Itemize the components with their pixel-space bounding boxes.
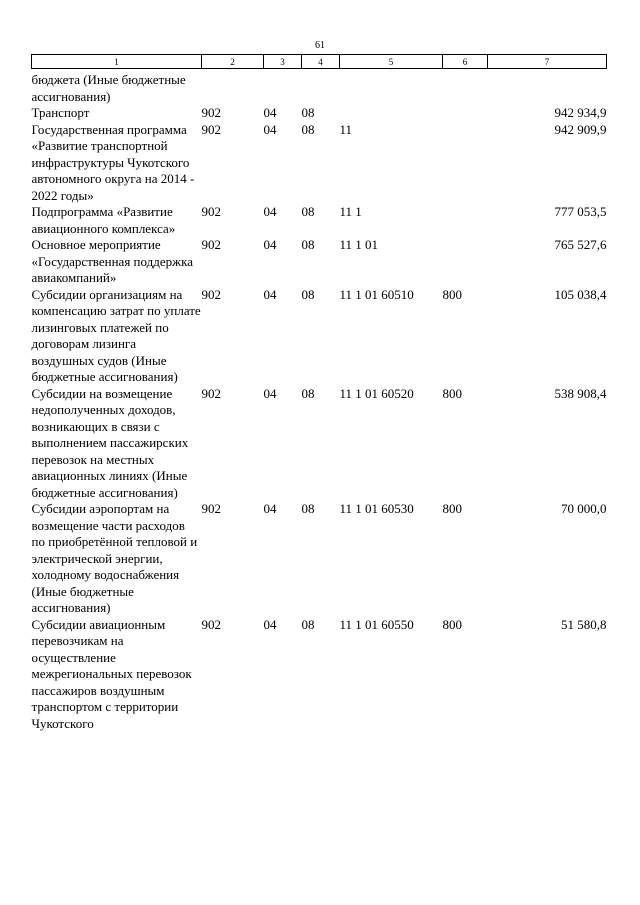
row-section: 04	[263, 237, 277, 252]
header-col-3: 3	[264, 55, 302, 69]
row-ministry-code: 902	[201, 105, 221, 120]
row-section: 04	[263, 204, 277, 219]
row-target-article: 11 1	[339, 204, 362, 219]
row-subsection	[302, 69, 340, 106]
table-row	[32, 237, 607, 287]
row-subsection: 08	[301, 501, 315, 516]
row-amount: 538 908,4	[554, 385, 607, 401]
row-amount: 51 580,8	[561, 616, 607, 632]
row-section: 04	[263, 121, 277, 137]
row-ministry-code: 902	[201, 385, 221, 401]
row-expense-type: 800	[442, 616, 462, 632]
row-target-article: 11 1 01 60550	[339, 616, 414, 632]
page-number: 61	[315, 40, 325, 51]
header-col-5: 5	[340, 55, 443, 69]
header-col-2: 2	[202, 55, 264, 69]
header-col-7: 7	[488, 55, 607, 69]
row-target-article: 11 1 01	[339, 237, 379, 252]
row-target-article: 11 1 01 60530	[339, 501, 414, 516]
table-row	[32, 204, 607, 237]
row-ministry-code: 902	[201, 237, 221, 252]
row-name: Субсидии на возмещение недополученных доходов, возникающих в связи с выполнением пассажирских перевозок на местных авиационных линиях (Иные бюджетные ассигнования)	[31, 385, 189, 500]
header-col-1: 1	[32, 55, 202, 69]
row-amount: 70 000,0	[561, 501, 607, 516]
row-amount: 942 934,9	[554, 105, 607, 120]
row-name: Государственная программа «Развитие транспортной инфраструктуры Чукотского автономного округа на 2014 - 2022 годы»	[31, 121, 195, 203]
row-name: Субсидии организациям на компенсацию затрат по уплате лизинговых платежей по договорам лизинга воздушных судов (Иные бюджетные ассигнования)	[31, 286, 201, 384]
row-subsection: 08	[301, 286, 315, 302]
header-col-4: 4	[302, 55, 340, 69]
row-ministry-code: 902	[201, 286, 221, 302]
row-name: Основное мероприятие «Государственная поддержка авиакомпаний»	[31, 237, 194, 285]
row-target-article	[340, 105, 443, 122]
table-row	[32, 105, 607, 122]
row-name: бюджета (Иные бюджетные ассигнования)	[31, 72, 186, 104]
row-expense-type	[443, 105, 488, 122]
row-name: Субсидии аэропортам на возмещение части расходов по приобретённой тепловой и электрической энергии, холодному водоснабжения (Иные бюджетные ассигнования)	[31, 501, 198, 615]
row-subsection: 08	[301, 385, 315, 401]
row-name: Субсидии авиационным перевозчикам на осуществление межрегиональных перевозок пассажиров воздушным транспортом с территории Чукотского	[31, 616, 192, 731]
row-target-article	[340, 69, 443, 106]
row-section: 04	[263, 616, 277, 632]
row-amount: 105 038,4	[554, 286, 607, 302]
header-col-6: 6	[443, 55, 488, 69]
row-ministry-code: 902	[201, 616, 221, 632]
row-subsection: 08	[301, 237, 315, 252]
row-subsection: 08	[301, 105, 315, 120]
table-row	[32, 501, 607, 617]
row-target-article: 11 1 01 60510	[339, 286, 414, 302]
row-subsection: 08	[301, 204, 315, 219]
row-expense-type: 800	[442, 501, 462, 516]
row-expense-type: 800	[442, 286, 462, 302]
table-row	[32, 69, 607, 106]
row-ministry-code: 902	[201, 121, 221, 137]
row-name: Транспорт	[31, 105, 90, 120]
row-expense-type	[443, 69, 488, 106]
row-expense-type: 800	[442, 385, 462, 401]
table-row	[32, 617, 607, 733]
row-ministry-code	[202, 69, 264, 106]
table-header-row	[32, 55, 607, 69]
row-section: 04	[263, 105, 277, 120]
row-section	[264, 69, 302, 106]
row-section: 04	[263, 385, 277, 401]
row-amount: 942 909,9	[554, 121, 607, 137]
row-ministry-code: 902	[201, 501, 221, 516]
row-amount: 777 053,5	[554, 204, 607, 219]
row-ministry-code: 902	[201, 204, 221, 219]
row-target-article: 11	[339, 121, 353, 137]
table-row	[32, 287, 607, 386]
row-section: 04	[263, 501, 277, 516]
row-amount: 765 527,6	[554, 237, 607, 252]
row-target-article: 11 1 01 60520	[339, 385, 414, 401]
table-row	[32, 386, 607, 502]
row-section: 04	[263, 286, 277, 302]
row-expense-type	[443, 204, 488, 237]
row-subsection: 08	[301, 121, 315, 137]
row-expense-type	[443, 122, 488, 205]
budget-table	[31, 54, 607, 732]
row-expense-type	[443, 237, 488, 287]
table-row	[32, 122, 607, 205]
row-amount	[488, 69, 607, 106]
row-name: Подпрограмма «Развитие авиационного комплекса»	[31, 204, 176, 236]
row-subsection: 08	[301, 616, 315, 632]
